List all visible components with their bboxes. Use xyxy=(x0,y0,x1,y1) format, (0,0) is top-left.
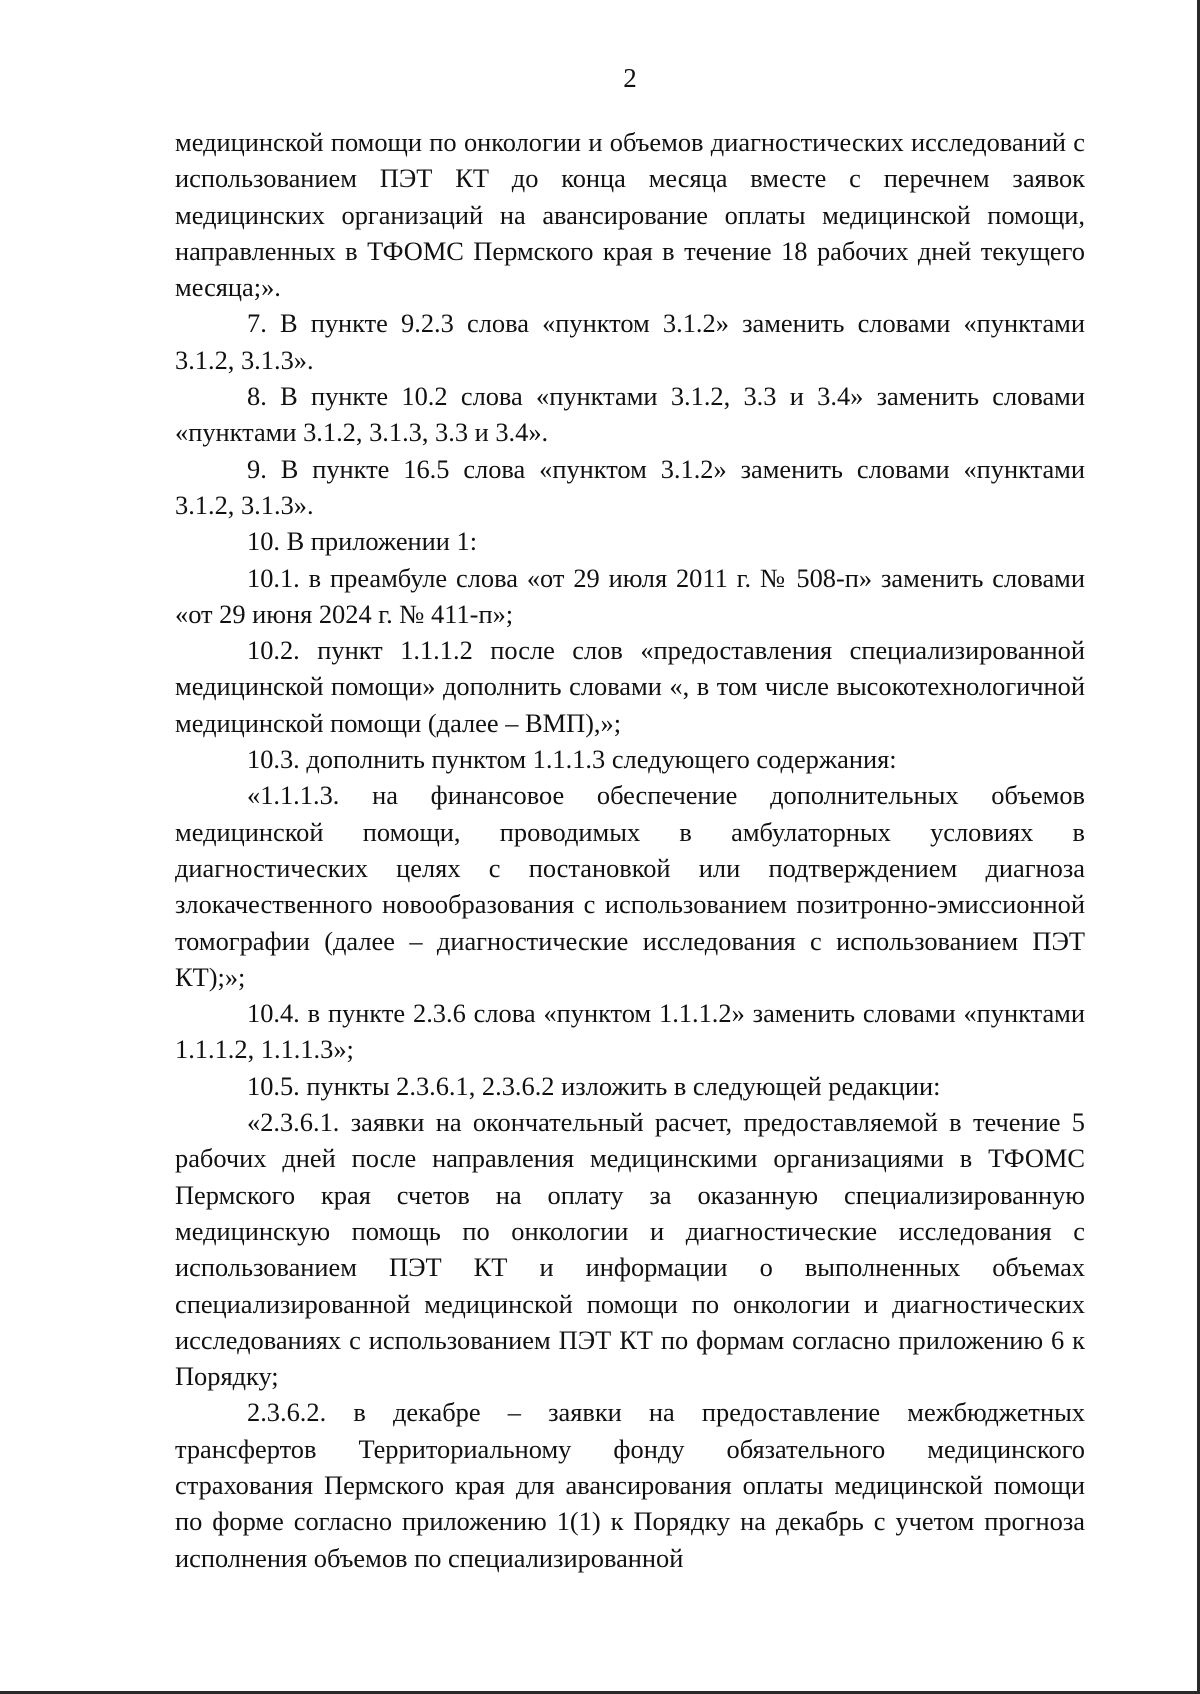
paragraph-item-10-5: 10.5. пункты 2.3.6.1, 2.3.6.2 изложить в следующей редакции: xyxy=(247,1070,941,1101)
paragraph-item-10-1: 10.1. в преамбуле слова «от 29 июля 2011 г. № 508-п» заменить словами «от 29 июня 2024 г. № 411-п»; xyxy=(175,562,1085,629)
paragraph-item-8: 8. В пункте 10.2 слова «пунктами 3.1.2, 3.3 и 3.4» заменить словами «пунктами 3.1.2, 3.1.3, 3.3 и 3.4». xyxy=(175,381,1085,448)
paragraph-item-10-2: 10.2. пункт 1.1.1.2 после слов «предоставления специализированной медицинской помощи» дополнить словами «, в том числе высокотехнологичной медицинской помощи (далее – ВМП),»; xyxy=(175,635,1085,738)
paragraph-item-7: 7. В пункте 9.2.3 слова «пунктом 3.1.2» заменить словами «пунктами 3.1.2, 3.1.3». xyxy=(175,308,1085,375)
paragraph-quote-1-1-1-3: «1.1.1.3. на финансовое обеспечение дополнительных объемов медицинской помощи, проводимых в амбулаторных условиях в диагностических целях с постановкой или подтверждением диагноза злокачественного новообразования с использованием позитронно-эмиссионной томографии (далее – диагностические исследования с использованием ПЭТ КТ);»; xyxy=(175,780,1085,992)
paragraph-item-10-4: 10.4. в пункте 2.3.6 слова «пунктом 1.1.1.2» заменить словами «пунктами 1.1.1.2, 1.1.1.3»; xyxy=(175,998,1085,1065)
paragraph-item-9: 9. В пункте 16.5 слова «пунктом 3.1.2» заменить словами «пунктами 3.1.2, 3.1.3». xyxy=(175,453,1085,520)
paragraph-quote-2-3-6-1: «2.3.6.1. заявки на окончательный расчет, предоставляемой в течение 5 рабочих дней после направления медицинскими организациями в ТФОМС Пермского края счетов на оплату за оказанную специализированную медицинскую помощь по онкологии и диагностические исследования с использованием ПЭТ КТ и информации о выполненных объемах специализированной медицинской помощи по онкологии и диагностических исследованиях с использованием ПЭТ КТ по формам согласно приложению 6 к Порядку; xyxy=(175,1107,1085,1392)
paragraph-continuation: медицинской помощи по онкологии и объемов диагностических исследований с использованием ПЭТ КТ до конца месяца вместе с перечнем заявок медицинских организаций на авансирование оплаты медицинской помощи, направленных в ТФОМС Пермского края в течение 18 рабочих дней текущего месяца;». xyxy=(175,127,1085,303)
page-number: 2 xyxy=(623,63,637,93)
paragraph-item-10-3: 10.3. дополнить пунктом 1.1.1.3 следующего содержания: xyxy=(247,744,897,775)
document-body xyxy=(175,124,1085,1576)
paragraph-quote-2-3-6-2: 2.3.6.2. в декабре – заявки на предоставление межбюджетных трансфертов Территориальному фонду обязательного медицинского страхования Пермского края для авансирования оплаты медицинской помощи по форме согласно приложению 1(1) к Порядку на декабрь с учетом прогноза исполнения объемов по специализированной xyxy=(175,1397,1085,1573)
paragraph-item-10: 10. В приложении 1: xyxy=(247,526,478,557)
